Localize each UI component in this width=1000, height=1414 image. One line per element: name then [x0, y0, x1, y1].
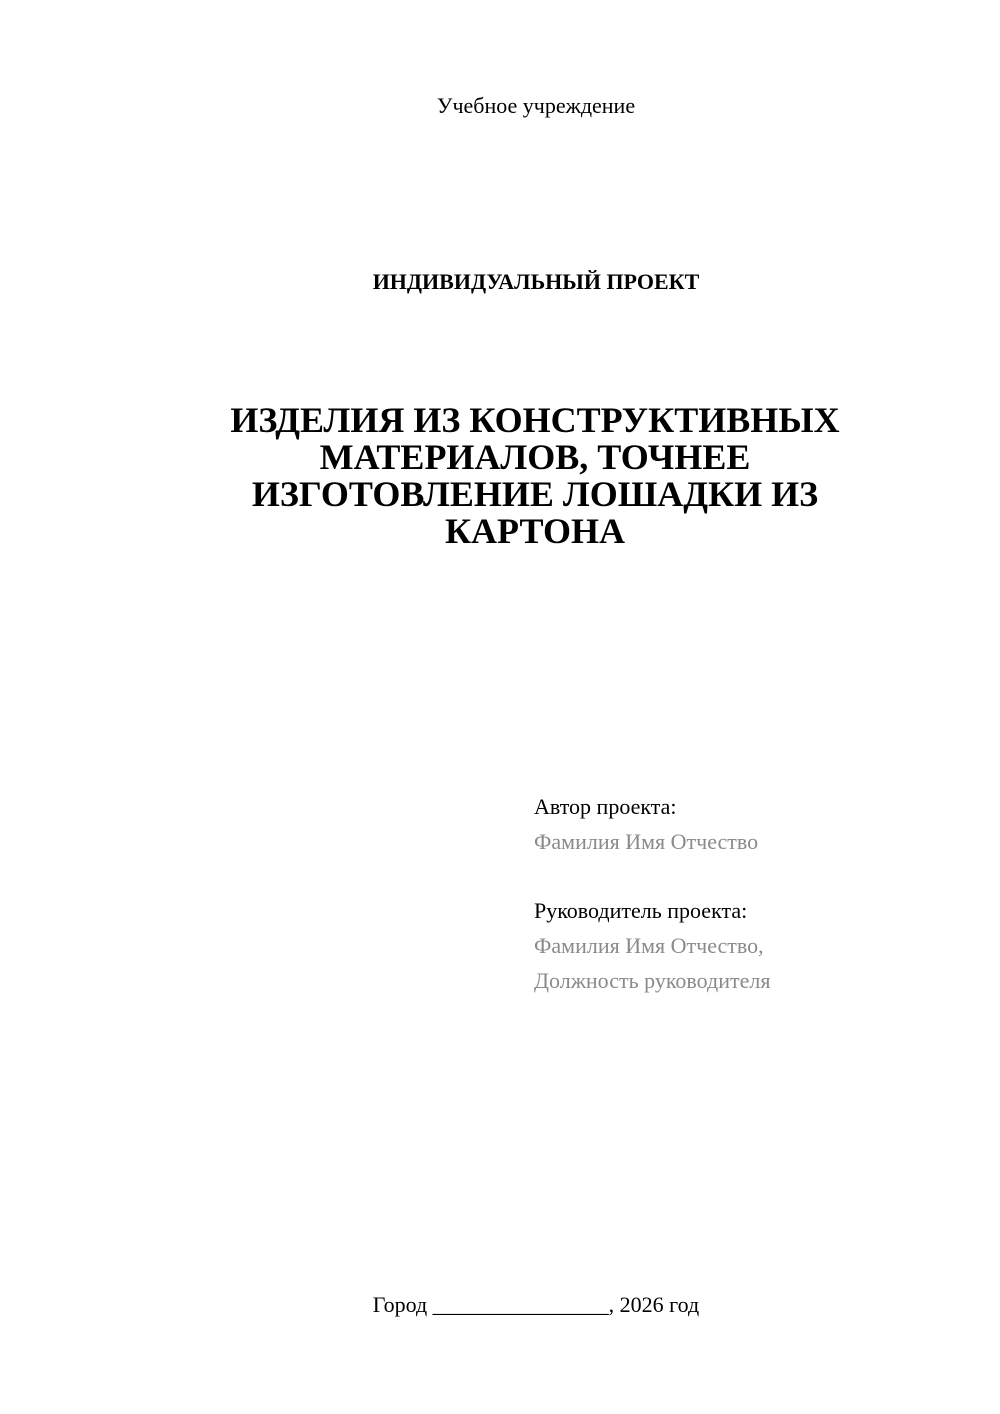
author-name: Фамилия Имя Отчество: [534, 829, 759, 854]
project-type-heading: ИНДИВИДУАЛЬНЫЙ ПРОЕКТ: [372, 269, 700, 294]
project-title-line: КАРТОНА: [444, 511, 626, 551]
institution-name: Учебное учреждение: [436, 93, 636, 118]
city-year-line: Город ________________, 2026 год: [372, 1292, 700, 1317]
project-title-line: ИЗДЕЛИЯ ИЗ КОНСТРУКТИВНЫХ: [230, 400, 840, 440]
project-title-line: ИЗГОТОВЛЕНИЕ ЛОШАДКИ ИЗ: [251, 474, 819, 514]
supervisor-label: Руководитель проекта:: [534, 898, 748, 923]
author-label: Автор проекта:: [534, 794, 677, 819]
supervisor-position: Должность руководителя: [534, 968, 771, 993]
credits-spacer: [534, 859, 974, 893]
credits-block: [534, 789, 974, 998]
project-title: [200, 402, 870, 550]
project-title-line: МАТЕРИАЛОВ, ТОЧНЕЕ: [319, 437, 751, 477]
supervisor-name: Фамилия Имя Отчество,: [534, 933, 764, 958]
